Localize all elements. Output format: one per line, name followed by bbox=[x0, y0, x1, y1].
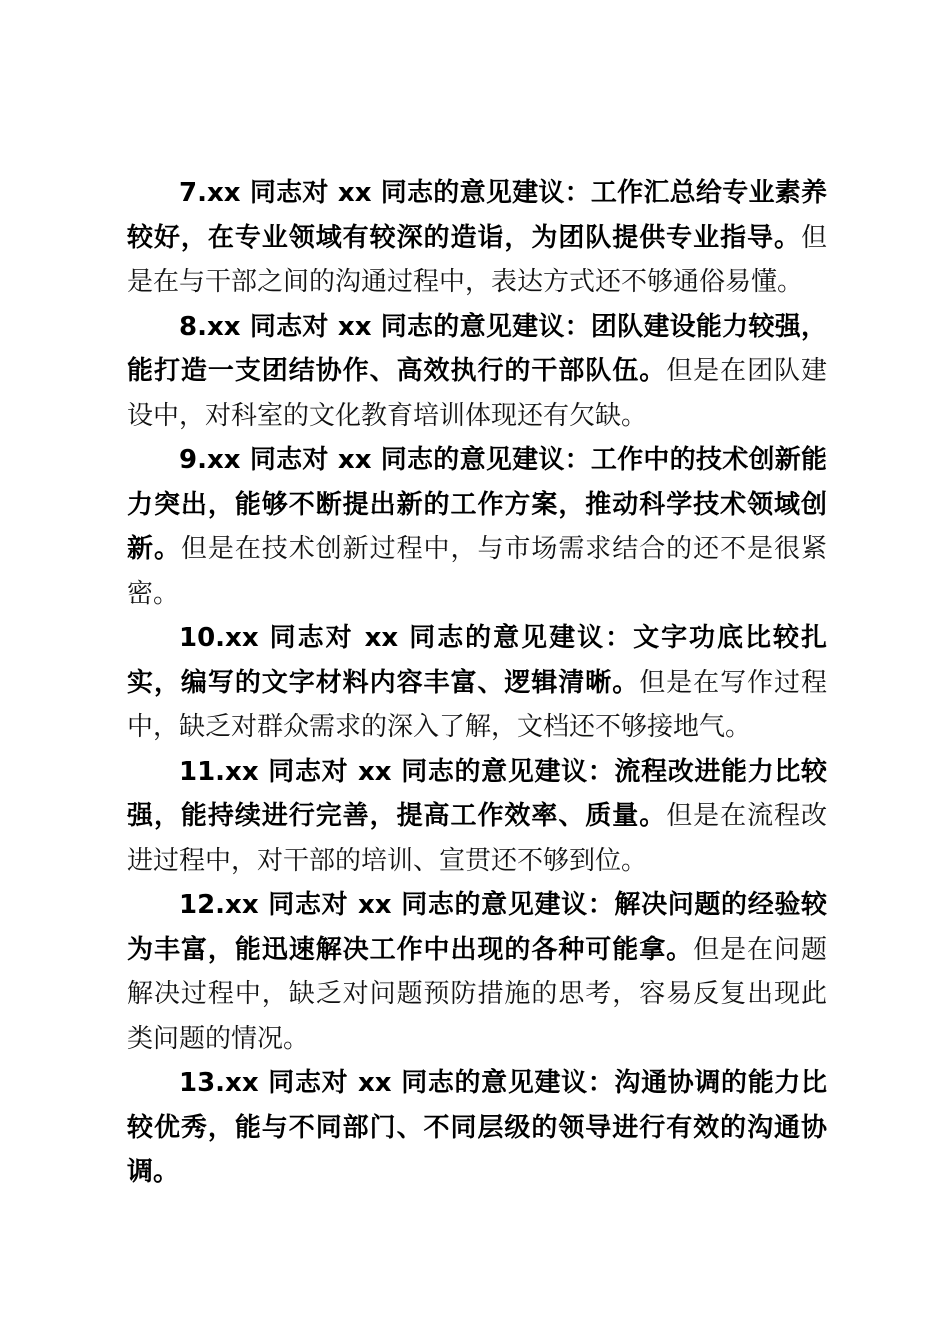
paragraph-11 bbox=[127, 750, 827, 884]
paragraph-9-bold: 9.xx 同志对 xx 同志的意见建议：工作中的技术创新能力突出，能够不断提出新的工作方案，推动科学技术领域创新。 bbox=[127, 445, 827, 564]
paragraph-7 bbox=[127, 171, 827, 305]
paragraph-9-text: 但是在技术创新过程中，与市场需求结合的还不是很紧密。 bbox=[127, 534, 827, 609]
paragraph-9 bbox=[127, 438, 827, 616]
paragraph-11-text: 但是在流程改进过程中，对干部的培训、宣贯还不够到位。 bbox=[127, 801, 827, 876]
paragraph-7-bold: 7.xx 同志对 xx 同志的意见建议：工作汇总给专业素养较好，在专业领域有较深的造诣，为团队提供专业指导。 bbox=[127, 178, 827, 253]
paragraph-13 bbox=[127, 1061, 827, 1195]
paragraph-7-text: 但是在与干部之间的沟通过程中，表达方式还不够通俗易懂。 bbox=[127, 222, 827, 297]
paragraph-12-text: 但是在问题解决过程中，缺乏对问题预防措施的思考，容易反复出现此类问题的情况。 bbox=[127, 934, 827, 1054]
paragraph-10-text: 但是在写作过程中，缺乏对群众需求的深入了解，文档还不够接地气。 bbox=[127, 667, 827, 742]
paragraph-10-bold: 10.xx 同志对 xx 同志的意见建议：文字功底比较扎实，编写的文字材料内容丰富、逻辑清晰。 bbox=[127, 623, 827, 698]
paragraph-12 bbox=[127, 883, 827, 1061]
paragraph-13-bold: 13.xx 同志对 xx 同志的意见建议：沟通协调的能力比较优秀，能与不同部门、不同层级的领导进行有效的沟通协调。 bbox=[127, 1068, 827, 1187]
paragraph-12-bold: 12.xx 同志对 xx 同志的意见建议：解决问题的经验较为丰富，能迅速解决工作中出现的各种可能拿。 bbox=[127, 890, 827, 965]
paragraph-11-bold: 11.xx 同志对 xx 同志的意见建议：流程改进能力比较强，能持续进行完善，提高工作效率、质量。 bbox=[127, 756, 827, 831]
paragraph-8-bold: 8.xx 同志对 xx 同志的意见建议：团队建设能力较强，能打造一支团结协作、高效执行的干部队伍。 bbox=[127, 311, 827, 386]
paragraph-8 bbox=[127, 305, 827, 439]
document-body bbox=[127, 171, 827, 1195]
paragraph-8-text: 但是在团队建设中，对科室的文化教育培训体现还有欠缺。 bbox=[127, 356, 827, 431]
paragraph-10 bbox=[127, 616, 827, 750]
